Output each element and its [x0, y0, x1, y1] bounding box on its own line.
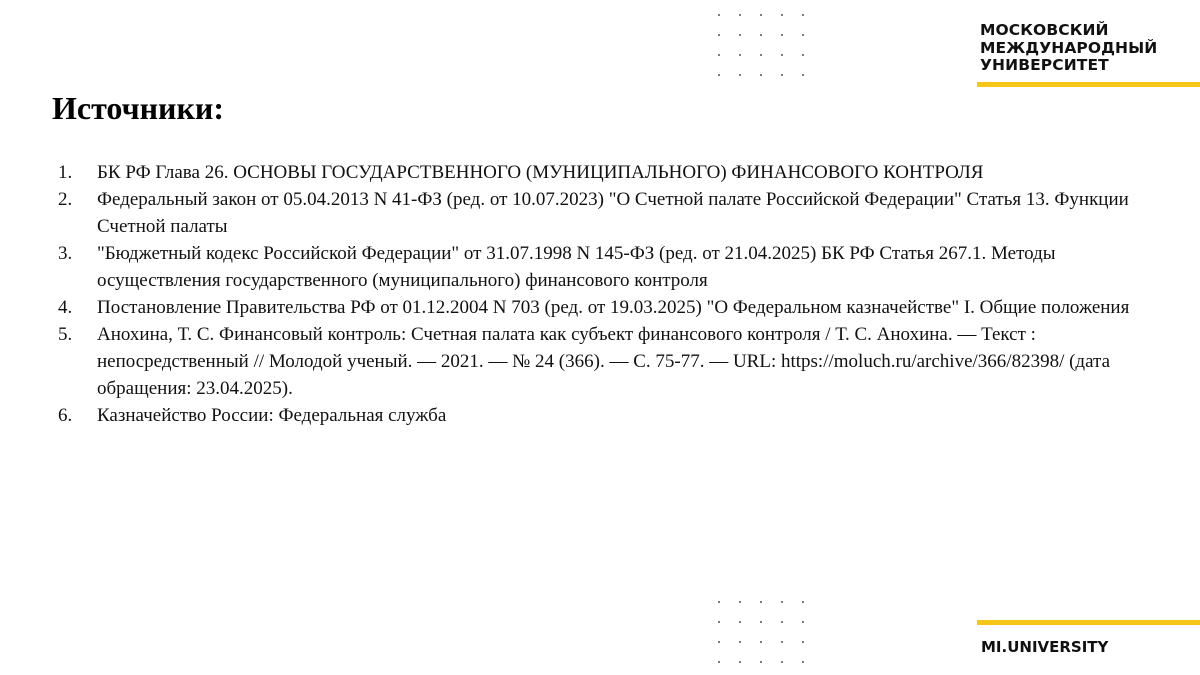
list-item — [58, 321, 1138, 402]
footer-site-label: MI.UNIVERSITY — [981, 638, 1109, 656]
list-item-number: 4. — [58, 297, 73, 318]
list-item-number: 6. — [58, 405, 73, 426]
list-item-number: 1. — [58, 162, 73, 183]
list-item-number: 2. — [58, 189, 73, 210]
decorative-dot-grid-bottom — [717, 600, 805, 664]
list-item-text: Постановление Правительства РФ от 01.12.2004 N 703 (ред. от 19.03.2025) "О Федеральном казначействе" I. Общие положения — [97, 297, 1130, 318]
list-item-text: Федеральный закон от 05.04.2013 N 41-ФЗ (ред. от 10.07.2023) "О Счетной палате Российской Федерации" Статья 13. Функции Счетной палаты — [97, 189, 1129, 237]
list-item-text: Анохина, Т. С. Финансовый контроль: Счетная палата как субъект финансового контроля / Т. С. Анохина. — Текст : непосредственный // Молодой ученый. — 2021. — № 24 (366). — С. 75-77. — URL: https://moluch.ru/archive/366/82398/ (дата обращения: 23.04.2025). — [97, 324, 1111, 399]
list-item-text: Казначейство России: Федеральная служба — [97, 405, 447, 426]
university-logo — [980, 22, 1157, 75]
logo-line-3: УНИВЕРСИТЕТ — [980, 56, 1109, 74]
list-item — [58, 186, 1138, 240]
page-title: Источники: — [52, 90, 225, 126]
decorative-dot-grid-top — [717, 13, 805, 77]
logo-line-2: МЕЖДУНАРОДНЫЙ — [980, 38, 1158, 57]
list-item — [58, 402, 1138, 429]
list-item-number: 5. — [58, 324, 73, 345]
list-item-text: "Бюджетный кодекс Российской Федерации" от 31.07.1998 N 145-ФЗ (ред. от 21.04.2025) БК РФ Статья 267.1. Методы осуществления государственного (муниципального) финансового контроля — [97, 243, 1056, 291]
list-item-text: БК РФ Глава 26. ОСНОВЫ ГОСУДАРСТВЕННОГО (МУНИЦИПАЛЬНОГО) ФИНАНСОВОГО КОНТРОЛЯ — [97, 162, 984, 183]
accent-bar-bottom — [977, 620, 1200, 625]
accent-bar-top — [977, 82, 1200, 87]
list-item — [58, 240, 1138, 294]
sources-list — [58, 159, 1138, 429]
list-item — [58, 294, 1138, 321]
list-item-number: 3. — [58, 243, 73, 264]
list-item — [58, 159, 1138, 186]
logo-line-1: МОСКОВСКИЙ — [980, 21, 1109, 39]
